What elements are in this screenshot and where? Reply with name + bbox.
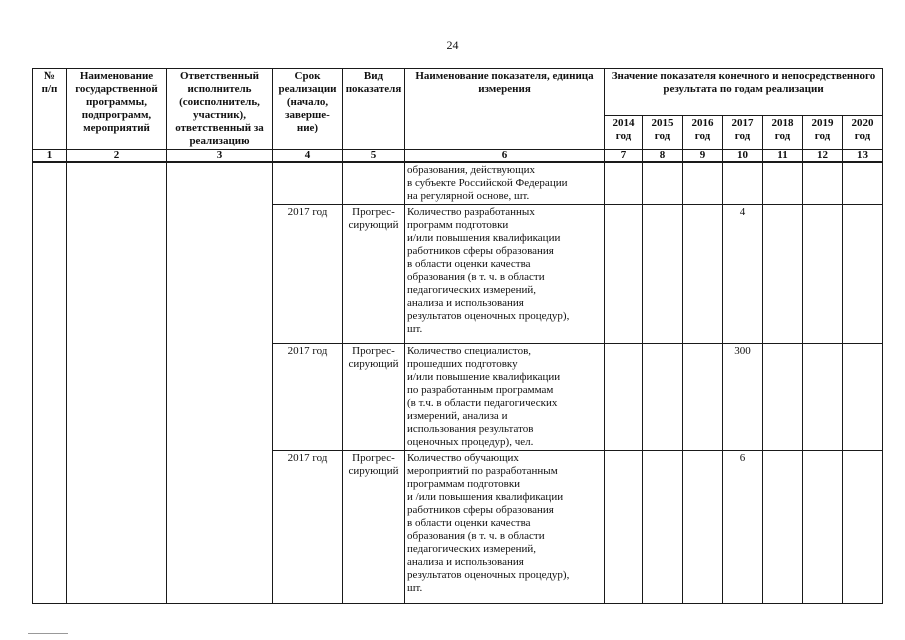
header-indicator: Наименование показателя, единица измерения	[405, 69, 605, 150]
cell-value	[683, 162, 723, 205]
indicator-table	[32, 68, 883, 604]
column-number: 5	[343, 150, 405, 163]
cell-value	[643, 162, 683, 205]
header-year: 2017 год	[723, 116, 763, 150]
column-number: 1	[33, 150, 67, 163]
cell-value	[683, 205, 723, 344]
cell-value	[605, 205, 643, 344]
cell-num	[33, 162, 67, 604]
cell-value	[803, 451, 843, 604]
header-year: 2014 год	[605, 116, 643, 150]
cell-value	[605, 162, 643, 205]
cell-term: 2017 год	[273, 344, 343, 451]
header-year: 2019 год	[803, 116, 843, 150]
cell-value	[683, 344, 723, 451]
cell-value: 300	[723, 344, 763, 451]
column-number: 7	[605, 150, 643, 163]
column-number: 13	[843, 150, 883, 163]
cell-value	[605, 451, 643, 604]
cell-value	[843, 451, 883, 604]
column-number: 2	[67, 150, 167, 163]
cell-value	[643, 451, 683, 604]
cell-kind: Прогрес- сирующий	[343, 344, 405, 451]
cell-program	[67, 162, 167, 604]
table-row	[33, 162, 883, 205]
footer-divider	[28, 633, 68, 634]
cell-value	[763, 162, 803, 205]
header-responsible: Ответственный исполнитель (соисполнитель, участник), ответственный за реализацию	[167, 69, 273, 150]
header-year: 2016 год	[683, 116, 723, 150]
column-number: 8	[643, 150, 683, 163]
cell-value	[803, 344, 843, 451]
column-number: 11	[763, 150, 803, 163]
cell-value	[683, 451, 723, 604]
cell-value	[763, 344, 803, 451]
cell-value: 4	[723, 205, 763, 344]
header-term: Срок реализации (начало, заверше-ние)	[273, 69, 343, 150]
column-number: 3	[167, 150, 273, 163]
cell-value	[605, 344, 643, 451]
cell-kind: Прогрес- сирующий	[343, 205, 405, 344]
column-number: 10	[723, 150, 763, 163]
cell-indicator: Количество специалистов, прошедших подготовку и/или повышение квалификации по разработанным программам (в т.ч. в области педагогических измерений, анализа и использования результатов оценочных процедур), чел.	[405, 344, 605, 451]
cell-value	[643, 344, 683, 451]
cell-value	[643, 205, 683, 344]
header-num: № п/п	[33, 69, 67, 150]
header-year: 2018 год	[763, 116, 803, 150]
cell-term: 2017 год	[273, 205, 343, 344]
cell-kind: Прогрес- сирующий	[343, 451, 405, 604]
cell-value	[803, 205, 843, 344]
cell-value	[763, 451, 803, 604]
cell-value	[843, 162, 883, 205]
header-program: Наименование государственной программы, подпрограмм, мероприятий	[67, 69, 167, 150]
cell-value: 6	[723, 451, 763, 604]
cell-indicator: Количество обучающих мероприятий по разработанным программам подготовки и /или повышения квалификации работников сферы образования в области оценки качества образования (в т. ч. в области педагогических измерений, анализа и использования результатов оценочных процедур), шт.	[405, 451, 605, 604]
cell-kind	[343, 162, 405, 205]
cell-value	[723, 162, 763, 205]
column-number: 12	[803, 150, 843, 163]
cell-value	[843, 205, 883, 344]
cell-indicator: образования, действующих в субъекте Российской Федерации на регулярной основе, шт.	[405, 162, 605, 205]
cell-term: 2017 год	[273, 451, 343, 604]
page-number: 24	[446, 38, 459, 52]
column-number-row	[33, 150, 883, 163]
cell-indicator: Количество разработанных программ подготовки и/или повышения квалификации работников сферы образования в области оценки качества образования (в т. ч. в области педагогических измерений, анализа и использования результатов оценочных процедур), шт.	[405, 205, 605, 344]
column-number: 6	[405, 150, 605, 163]
header-values-group: Значение показателя конечного и непосредственного результата по годам реализации	[605, 69, 883, 116]
cell-value	[843, 344, 883, 451]
header-kind: Вид показателя	[343, 69, 405, 150]
cell-term	[273, 162, 343, 205]
cell-value	[803, 162, 843, 205]
column-number: 9	[683, 150, 723, 163]
cell-value	[763, 205, 803, 344]
header-year: 2020 год	[843, 116, 883, 150]
column-number: 4	[273, 150, 343, 163]
header-year: 2015 год	[643, 116, 683, 150]
cell-responsible	[167, 162, 273, 604]
